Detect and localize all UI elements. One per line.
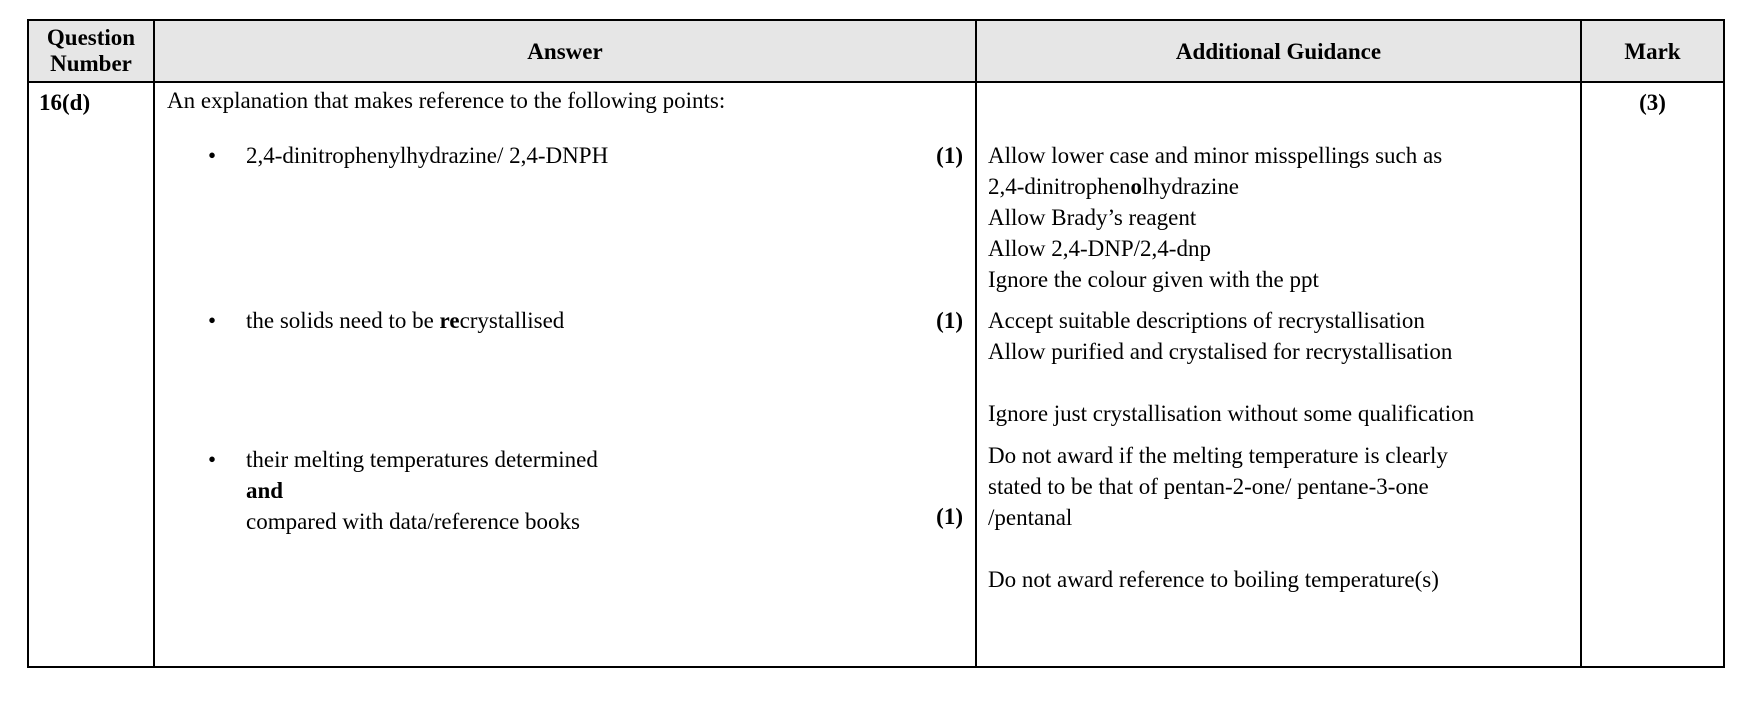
answer-header: Answer <box>154 20 976 82</box>
point-3-line3: compared with data/reference books <box>246 509 580 534</box>
guidance-header: Additional Guidance <box>976 20 1581 82</box>
mark-scheme-table <box>27 19 1725 668</box>
guidance-2-line1: Accept suitable descriptions of recrystallisation <box>988 308 1425 333</box>
guidance-1-line4: Allow 2,4-DNP/2,4-dnp <box>988 236 1211 261</box>
guidance-1-line2-suffix: lhydrazine <box>1141 174 1240 199</box>
header-row <box>28 20 1724 82</box>
guidance-block-3 <box>988 440 1572 595</box>
answer-cell <box>154 82 976 667</box>
point-3-mark: (1) <box>936 504 963 529</box>
mark-header: Mark <box>1581 20 1724 82</box>
total-mark: (3) <box>1581 82 1724 667</box>
point-1-text: 2,4-dinitrophenylhydrazine/ 2,4-DNPH <box>246 143 609 168</box>
point-3-line1: their melting temperatures determined <box>246 447 598 472</box>
guidance-block-1 <box>988 140 1572 295</box>
point-2-text-bold: re <box>439 308 460 333</box>
point-2-text-suffix: crystallised <box>459 308 565 333</box>
guidance-1-line3: Allow Brady’s reagent <box>988 205 1197 230</box>
point-1-mark: (1) <box>936 143 963 168</box>
guidance-2-line3: Ignore just crystallisation without some qualification <box>988 401 1475 426</box>
guidance-cell <box>976 82 1581 667</box>
question-header-line1: Question <box>46 25 136 50</box>
bullet-icon: • <box>208 447 217 472</box>
guidance-3-line1: Do not award if the melting temperature is clearly <box>988 443 1448 468</box>
question-number: 16(d) <box>28 82 154 667</box>
point-2-text <box>246 305 564 336</box>
guidance-1-line5: Ignore the colour given with the ppt <box>988 267 1319 292</box>
question-number-header <box>28 20 154 82</box>
point-2-text-prefix: the solids need to be <box>246 308 440 333</box>
point-3-and: and <box>246 478 284 503</box>
bullet-icon: • <box>208 143 217 168</box>
guidance-3-line3: /pentanal <box>988 505 1073 530</box>
guidance-block-2 <box>988 305 1572 429</box>
bullet-icon: • <box>208 308 217 333</box>
guidance-2-line2: Allow purified and crystalised for recrystallisation <box>988 339 1453 364</box>
question-header-line2: Number <box>50 51 132 76</box>
answer-intro: An explanation that makes reference to the following points: <box>167 88 726 113</box>
guidance-1-line1: Allow lower case and minor misspellings such as <box>988 143 1443 168</box>
question-row <box>28 82 1724 667</box>
guidance-1-line2-bold: o <box>1130 174 1142 199</box>
point-2-mark: (1) <box>936 308 963 333</box>
guidance-3-line4: Do not award reference to boiling temperature(s) <box>988 567 1439 592</box>
guidance-3-line2: stated to be that of pentan-2-one/ pentane-3-one <box>988 474 1429 499</box>
guidance-1-line2-prefix: 2,4-dinitrophen <box>988 174 1131 199</box>
guidance-1-line2 <box>988 171 1572 202</box>
